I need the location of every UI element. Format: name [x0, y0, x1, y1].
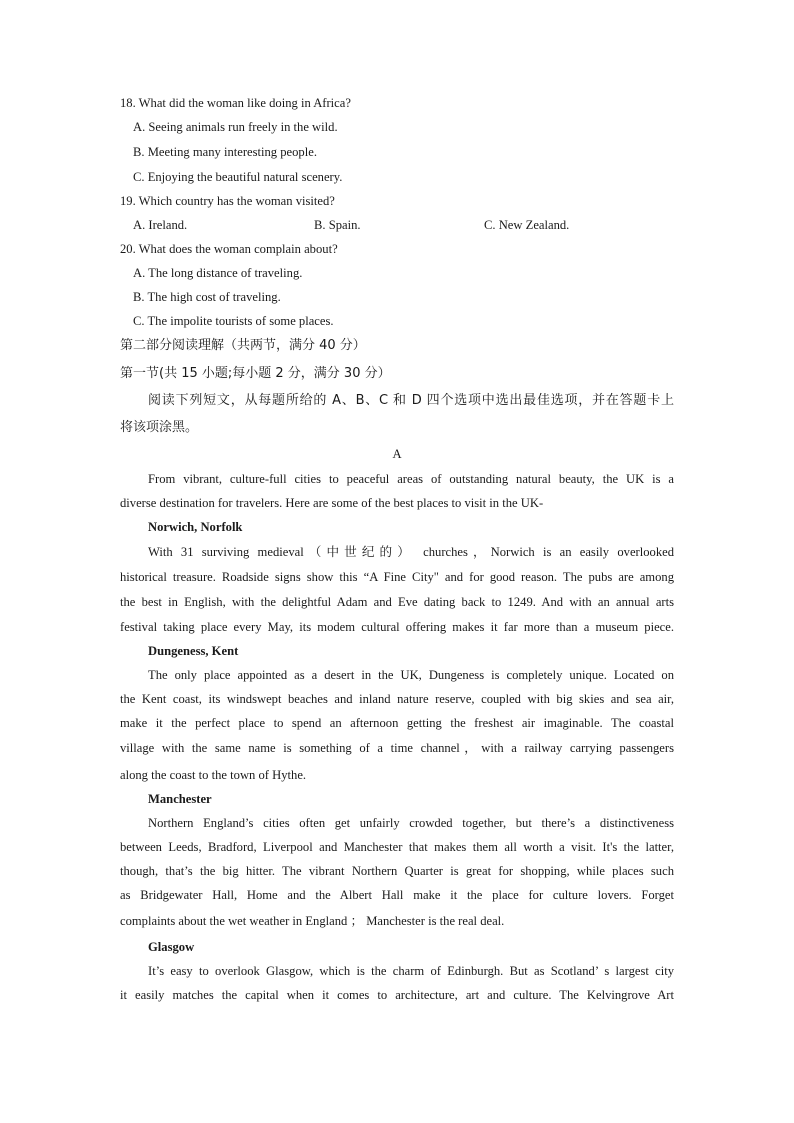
dungeness-line-1: The only place appointed as a desert in the UK, Dungeness is completely unique. Located on	[148, 668, 674, 682]
instruction-line-2: 将该项涂黑。	[120, 420, 199, 435]
option-20a: A. The long distance of traveling.	[133, 266, 303, 280]
manchester-line-3: though, that’s the big hitter. The vibrant Northern Quarter is great for shopping, while places such	[120, 864, 674, 878]
dungeness-line-2: the Kent coast, its windswept beaches and inland nature reserve, coupled with big skies and sea air,	[120, 692, 674, 706]
question-20: 20. What does the woman complain about?	[120, 242, 338, 256]
part2-title: 第二部分阅读理解（共两节，满分 40 分）	[120, 338, 366, 353]
manchester-line-1: Northern England’s cities often get unfairly crowded together, but there’s a distinctiveness	[148, 816, 674, 830]
manchester-line-5: complaints about the wet weather in England ； Manchester is the real deal.	[120, 914, 505, 928]
option-18a: A. Seeing animals run freely in the wild.	[133, 120, 338, 134]
passage-label: A	[392, 447, 402, 461]
heading-norwich: Norwich, Norfolk	[148, 520, 243, 534]
option-20c: C. The impolite tourists of some places.	[133, 314, 334, 328]
question-18: 18. What did the woman like doing in Africa?	[120, 96, 351, 110]
option-19c: C. New Zealand.	[484, 218, 570, 232]
intro-line-1: From vibrant, culture-full cities to peaceful areas of outstanding natural beauty, the UK is a	[148, 472, 674, 486]
option-18b: B. Meeting many interesting people.	[133, 145, 317, 159]
intro-line-2: diverse destination for travelers. Here are some of the best places to visit in the UK-	[120, 496, 544, 510]
heading-glasgow: Glasgow	[148, 940, 195, 954]
dungeness-line-4: village with the same name is something of a time channel，with a railway carrying passengers	[120, 741, 674, 755]
heading-manchester: Manchester	[148, 792, 212, 806]
norwich-line-1: With 31 surviving medieval（中世纪的） churches，Norwich is an easily overlooked	[148, 545, 674, 559]
option-19b: B. Spain.	[314, 218, 361, 232]
option-18c: C. Enjoying the beautiful natural scenery.	[133, 170, 343, 184]
question-19: 19. Which country has the woman visited?	[120, 194, 335, 208]
instruction-line-1: 阅读下列短文，从每题所给的 A、B、C 和 D 四个选项中选出最佳选项，并在答题卡上	[148, 393, 674, 408]
manchester-line-4: as Bridgewater Hall, Home and the Albert Hall make it the place for culture lovers. Forget	[120, 888, 674, 902]
glasgow-line-2: it easily matches the capital when it comes to architecture, art and culture. The Kelvingrove Art	[120, 988, 674, 1002]
norwich-line-4: festival taking place every May, its modem cultural offering makes it far more than a museum piece.	[120, 620, 674, 634]
manchester-line-2: between Leeds, Bradford, Liverpool and Manchester that makes them all worth a visit. It's the latter,	[120, 840, 674, 854]
dungeness-line-5: along the coast to the town of Hythe.	[120, 768, 307, 782]
option-19a: A. Ireland.	[133, 218, 188, 232]
heading-dungeness: Dungeness, Kent	[148, 644, 239, 658]
norwich-line-2: historical treasure. Roadside signs show this “A Fine City" and for good reason. The pubs are among	[120, 570, 674, 584]
glasgow-line-1: It’s easy to overlook Glasgow, which is the charm of Edinburgh. But as Scotland’ s largest city	[148, 964, 674, 978]
dungeness-line-3: make it the perfect place to spend an afternoon getting the freshest air imaginable. The coastal	[120, 716, 674, 730]
section1-title: 第一节(共 15 小题;每小题 2 分，满分 30 分）	[120, 366, 391, 381]
norwich-line-3: the best in English, with the delightful Adam and Eve dating back to 1249. And with an annual arts	[120, 595, 674, 609]
option-20b: B. The high cost of traveling.	[133, 290, 281, 304]
